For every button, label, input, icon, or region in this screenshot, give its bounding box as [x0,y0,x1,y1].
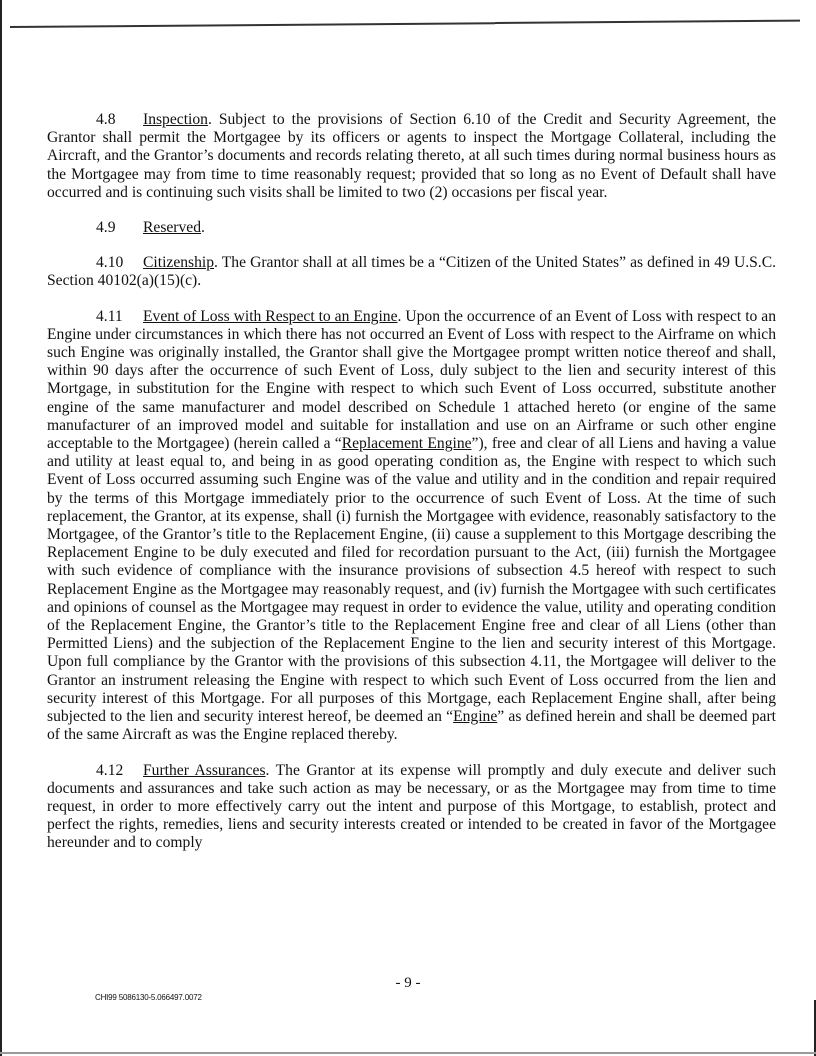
section-text: . Subject to the provisions of Section 6.10 of the Credit and Security Agreement, the Grantor shall permit the Mortgagee by its officers or agents to inspect the Mortgage Collateral, including the Aircraft, and the Grantor’s documents and records relating thereto, at all such times during normal business hours as the Mortgagee may from time to time reasonably request; provided that so long as no Event of Default shall have occurred and is continuing such visits shall be limited to two (2) occasions per fiscal year. [47,111,776,201]
section-4-11 [47,308,776,745]
section-heading: Event of Loss with Respect to an Engine [143,307,398,325]
section-heading: Inspection [143,111,208,128]
section-text: . [201,219,205,237]
defined-term-engine: Engine [453,708,498,726]
document-id: CHI99 5086130-5.066497.0072 [95,993,202,1002]
page-number: - 9 - [395,975,421,991]
section-text-end: ” as defined herein and shall be deemed part of the same Aircraft as was the Engine replaced thereby. [47,708,776,744]
header-rule-right [495,20,800,24]
section-text: . The Grantor shall at all times be a “Citizen of the United States” as defined in 49 U.S.C. Section 40102(a)(15)(c). [47,254,776,290]
defined-term-replacement-engine: Replacement Engine [341,435,472,453]
section-text-middle: ”), free and clear of all Liens and having a value and utility at least equal to, and being in as good operating condition as, the Engine with respect to which such Event of Loss occurred assuming such Engine was of the value and utility and in the condition and repair required by the terms of this Mortgage immediately prior to the occurrence of such Event of Loss. At the time of such replacement, the Grantor, at its expense, shall (i) furnish the Mortgagee with evidence, reasonably satisfactory to the Mortgagee, of the Grantor’s title to the Replacement Engine, (ii) cause a supplement to this Mortgage describing the Replacement Engine to be duly executed and filed for recordation pursuant to the Act, (iii) furnish the Mortgagee with such evidence of compliance with the insurance provisions of subsection 4.5 hereof with respect to such Replacement Engine as the Mortgagee may reasonably request, and (iv) furnish the Mortgagee with such certificates and opinions of counsel as the Mortgagee may request in order to evidence the value, utility and operating condition of the Replacement Engine, the Grantor’s title to the Replacement Engine free and clear of all Liens (other than Permitted Liens) and the subjection of the Replacement Engine to the lien and security interest of this Mortgage. Upon full compliance by the Grantor with the provisions of this subsection 4.11, the Mortgagee will deliver to the Grantor an instrument releasing the Engine with respect to which such Event of Loss occurred from the lien and security interest of this Mortgage. For all purposes of this Mortgage, each Replacement Engine shall, after being subjected to the lien and security interest hereof, be deemed an “ [47,435,777,726]
section-text: . The Grantor at its expense will promptly and duly execute and deliver such documents and assurances and take such action as may be necessary, or as the Mortgagee may from time to time request, in order to more effectively carry out the intent and purpose of this Mortgage, to establish, protect and perfect the rights, remedies, liens and security interests created or intended to be created in favor of the Mortgagee hereunder and to comply [47,761,776,852]
section-number: 4.12 [96,761,124,779]
section-4-10 [47,254,776,290]
header-rule [10,22,495,28]
section-heading: Citizenship [143,254,215,272]
section-number: 4.10 [96,254,124,272]
section-heading: Further Assurances [143,761,266,779]
scan-left-edge [0,0,2,1056]
section-text: . Upon the occurrence of an Event of Loss with respect to an Engine under circumstances in which there has not occurred an Event of Loss with respect to the Airframe on which such Engine was originally installed, the Grantor shall give the Mortgagee prompt written notice thereof and shall, within 90 days after the occurrence of such Event of Loss, duly subject to the lien and security interest of this Mortgage, in substitution for the Engine with respect to which such Event of Loss occurred, substitute another engine of the same manufacturer and model described on Schedule 1 attached hereto (or engine of the same manufacturer of an improved model and suitable for installation and use on an Airframe or such other engine acceptable to the Mortgagee) (herein called a “ [47,307,776,453]
section-number: 4.11 [96,307,123,325]
footer-scan-edge [0,1052,816,1054]
section-4-9 [47,219,776,237]
document-body [47,111,776,870]
section-number: 4.8 [96,111,116,128]
section-4-8 [47,111,776,202]
section-4-12 [47,762,776,853]
section-heading: Reserved [143,219,202,237]
section-number: 4.9 [96,219,116,237]
